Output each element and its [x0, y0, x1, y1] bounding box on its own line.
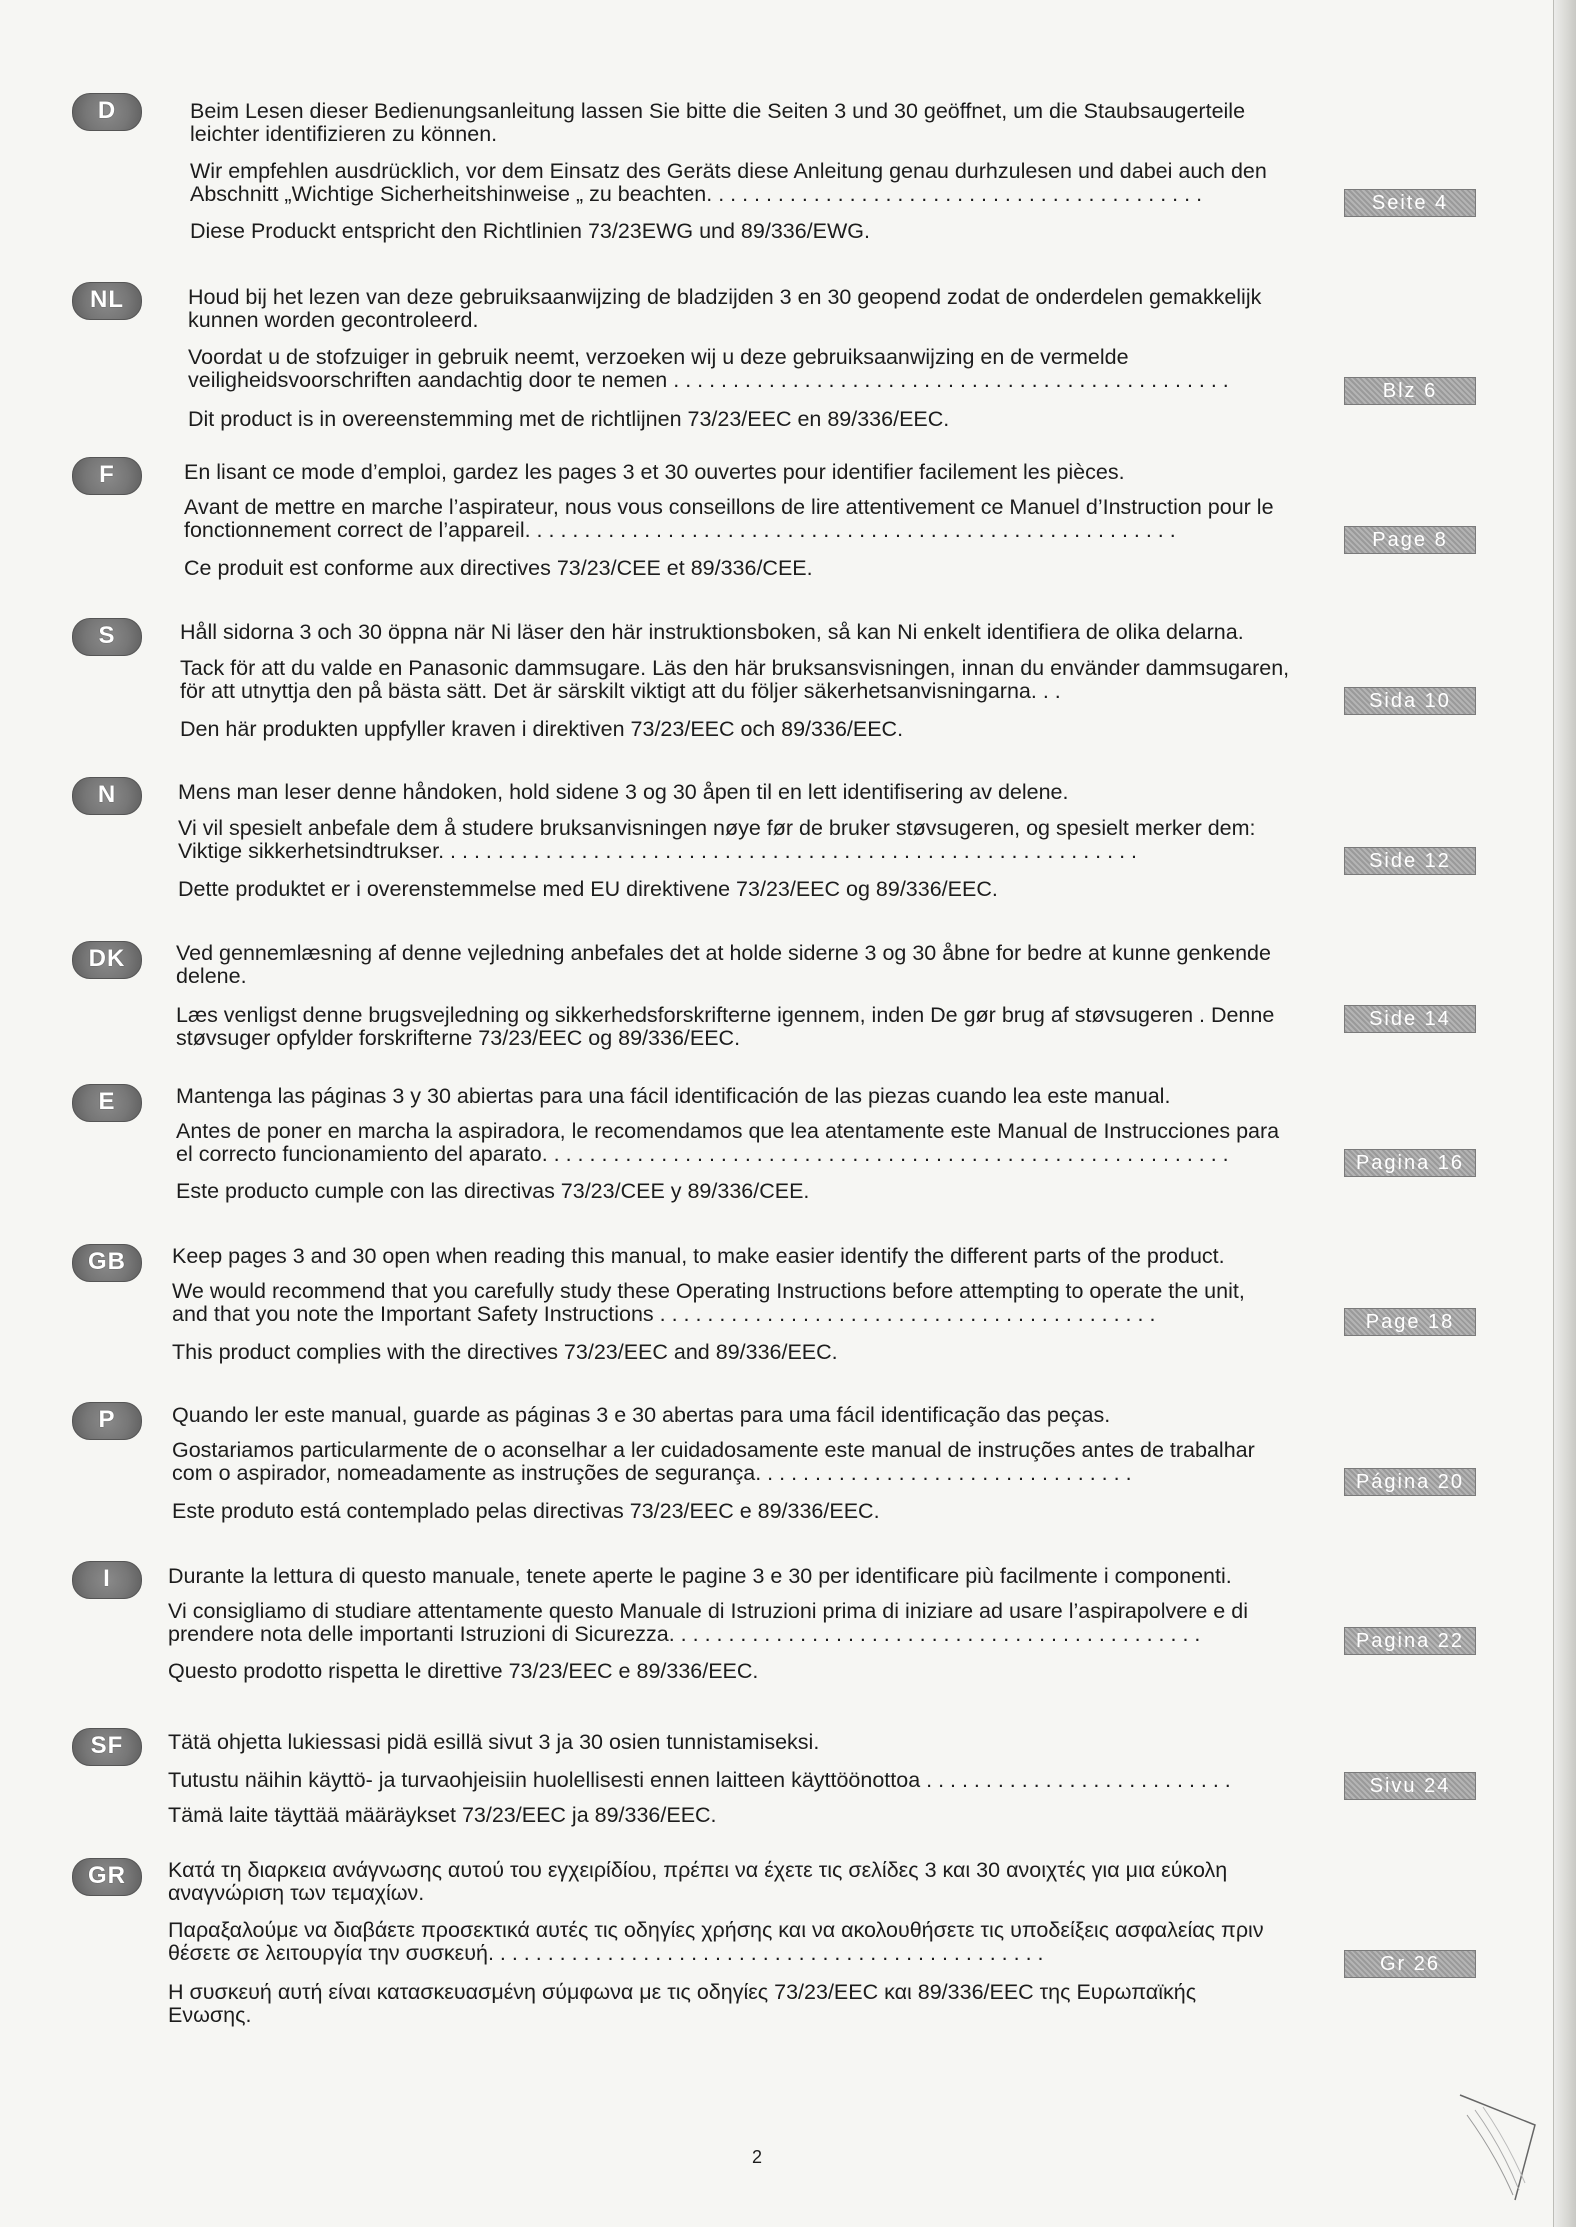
page-reference-tab: Seite 4	[1344, 189, 1476, 217]
intro-paragraph: Ved gennemlæsning af denne vejledning anbefales det at holde siderne 3 og 30 åbne for bedre at kunne genkende delene.	[176, 941, 1271, 988]
compliance-paragraph: Dette produktet er i overenstemmelse med EU direktivene 73/23/EEC og 89/336/EEC.	[178, 877, 998, 901]
page-reference-tab: Gr 26	[1344, 1950, 1476, 1978]
page-reference-tab: Pagina 16	[1344, 1149, 1476, 1177]
language-badge: GB	[72, 1244, 142, 1282]
compliance-paragraph: Den här produkten uppfyller kraven i direktiven 73/23/EEC och 89/336/EEC.	[180, 717, 904, 741]
compliance-paragraph: Η συσκευή αυτή είναι κατασκευασμένη σύμφωνα με τις οδηγίες 73/23/EEC και 89/336/EEC της Ευρωπαϊκής Ενωσης.	[168, 1980, 1197, 2027]
language-badge: SF	[72, 1728, 142, 1766]
page-reference-tab: Page 8	[1344, 526, 1476, 554]
intro-paragraph: Κατά τη διαρκεια ανάγνωσης αυτού του εγχειρίδίου, πρέπει να έχετε τις σελίδες 3 και 30 ανοιχτές για μια εύκολη αναγνώριση των τεμαχίων.	[168, 1858, 1228, 1905]
instructions-paragraph: Gostariamos particularmente de o aconselhar a ler cuidadosamente este manual de instruções antes de trabalhar com o aspirador, nomeadamente as instruções de segurança. . . . . . . . . . . . . . . . . . . . . . . . . . . . . . . .	[172, 1438, 1255, 1485]
language-badge: N	[72, 777, 142, 815]
intro-paragraph: Tätä ohjetta lukiessasi pidä esillä sivut 3 ja 30 osien tunnistamiseksi.	[168, 1730, 820, 1754]
intro-paragraph: Håll sidorna 3 och 30 öppna när Ni läser den här instruktionsboken, så kan Ni enkelt identifiera de olika delarna.	[180, 620, 1244, 644]
page-corner-curl-icon	[1455, 2085, 1545, 2205]
compliance-paragraph: Diese Produckt entspricht den Richtlinien 73/23EWG und 89/336/EWG.	[190, 219, 870, 243]
language-badge: F	[72, 457, 142, 495]
instructions-paragraph: Tutustu näihin käyttö- ja turvaohjeisiin huolellisesti ennen laitteen käyttöönottoa . . . . . . . . . . . . . . . . . . . . . . . . . .	[168, 1768, 1231, 1792]
intro-paragraph: Mens man leser denne håndoken, hold sidene 3 og 30 åpen til en lett identifisering av delene.	[178, 780, 1069, 804]
page-reference-tab: Side 12	[1344, 847, 1476, 875]
intro-paragraph: Mantenga las páginas 3 y 30 abiertas para una fácil identificación de las piezas cuando lea este manual.	[176, 1084, 1171, 1108]
page-reference-tab: Página 20	[1344, 1468, 1476, 1496]
intro-paragraph: Houd bij het lezen van deze gebruiksaanwijzing de bladzijden 3 en 30 geopend zodat de onderdelen gemakkelijk kunnen worden gecontroleerd.	[188, 285, 1262, 332]
intro-paragraph: Beim Lesen dieser Bedienungsanleitung lassen Sie bitte die Seiten 3 und 30 geöffnet, um die Staubsaugerteile leichter identifizieren zu können.	[190, 99, 1246, 146]
instructions-paragraph: Voordat u de stofzuiger in gebruik neemt, verzoeken wij u deze gebruiksaanwijzing en de vermelde veiligheidsvoorschriften aandachtig door te nemen . . . . . . . . . . . . . . . . . . . . . . . . . . . . . . . . . . . . . . . . . . . . . . .	[188, 345, 1229, 392]
language-badge: P	[72, 1402, 142, 1440]
compliance-paragraph: Este producto cumple con las directivas 73/23/CEE y 89/336/CEE.	[176, 1179, 810, 1203]
language-badge: I	[72, 1561, 142, 1599]
instructions-paragraph: We would recommend that you carefully study these Operating Instructions before attempting to operate the unit, and that you note the Important Safety Instructions . . . . . . . . . . . . . . . . . . . . . . . . . . . . . . . . . . . . . . . . . .	[172, 1279, 1245, 1326]
page-number: 2	[752, 2147, 763, 2167]
instructions-paragraph: Antes de poner en marcha la aspiradora, le recomendamos que lea atentamente este Manual de Instrucciones para el correcto funcionamiento del aparato. . . . . . . . . . . . . . . . . . . . . . . . . . . . . . . . . . . . . . . . . . . . . . . . . . . . . . . . . .	[176, 1119, 1280, 1166]
instructions-paragraph: Avant de mettre en marche l’aspirateur, nous vous conseillons de lire attentivement ce Manuel d’Instruction pour le fonctionnement correct de l’appareil. . . . . . . . . . . . . . . . . . . . . . . . . . . . . . . . . . . . . . . . . . . . . . . . . . . . . . .	[184, 495, 1274, 542]
compliance-paragraph: Questo prodotto rispetta le direttive 73/23/EEC e 89/336/EEC.	[168, 1659, 759, 1683]
page-reference-tab: Pagina 22	[1344, 1627, 1476, 1655]
instructions-paragraph: Vi consigliamo di studiare attentamente questo Manuale di Istruzioni prima di iniziare ad usare l’aspirapolvere e di prendere nota delle importanti Istruzioni di Sicurezza. . . . . . . . . . . . . . . . . . . . . . . . . . . . . . . . . . . . . . . . . . . . .	[168, 1599, 1248, 1646]
page-reference-tab: Sivu 24	[1344, 1772, 1476, 1800]
language-badge: DK	[72, 941, 142, 979]
compliance-paragraph: Tämä laite täyttää määräykset 73/23/EEC ja 89/336/EEC.	[168, 1803, 717, 1827]
language-badge: D	[72, 93, 142, 131]
instructions-paragraph: Wir empfehlen ausdrücklich, vor dem Einsatz des Geräts diese Anleitung genau durhzulesen und dabei auch den Abschnitt „Wichtige Sicherheitshinweise „ zu beachten. . . . . . . . . . . . . . . . . . . . . . . . . . . . . . . . . . . . . . . . . .	[190, 159, 1267, 206]
language-badge: GR	[72, 1858, 142, 1896]
language-badge: S	[72, 618, 142, 656]
instructions-paragraph: Παραξαλούμε να διαβάετε προσεκτικά αυτές τις οδηγίες χρήσης και να ακολουθήσετε τις υποδείξεις ασφαλείας πριν θέσετε σε λειτουργία την συσκευή. . . . . . . . . . . . . . . . . . . . . . . . . . . . . . . . . . . . . . . . . . . . . . .	[168, 1918, 1264, 1965]
intro-paragraph: Keep pages 3 and 30 open when reading this manual, to make easier identify the different parts of the product.	[172, 1244, 1225, 1268]
language-badge: E	[72, 1084, 142, 1122]
instructions-paragraph: Vi vil spesielt anbefale dem å studere bruksanvisningen nøye før de bruker støvsugeren, og spesielt merker dem: Viktige sikkerhetsindtrukser. . . . . . . . . . . . . . . . . . . . . . . . . . . . . . . . . . . . . . . . . . . . . . . . . . . . . . . . . . .	[178, 816, 1256, 863]
compliance-paragraph: Este produto está contemplado pelas directivas 73/23/EEC e 89/336/EEC.	[172, 1499, 880, 1523]
page-reference-tab: Page 18	[1344, 1308, 1476, 1336]
page-edge-shadow	[1553, 0, 1576, 2227]
intro-paragraph: Quando ler este manual, guarde as páginas 3 e 30 abertas para uma fácil identificação das peças.	[172, 1403, 1111, 1427]
compliance-paragraph: Dit product is in overeenstemming met de richtlijnen 73/23/EEC en 89/336/EEC.	[188, 407, 950, 431]
instructions-paragraph: Tack för att du valde en Panasonic dammsugare. Läs den här bruksansvisningen, innan du envänder dammsugaren, för att utnyttja den på bästa sätt. Det är särskilt viktigt att du följer säkerhetsanvisningarna. . .	[180, 656, 1290, 703]
compliance-paragraph: This product complies with the directives 73/23/EEC and 89/336/EEC.	[172, 1340, 838, 1364]
instructions-paragraph: Læs venligst denne brugsvejledning og sikkerhedsforskrifterne igennem, inden De gør brug af støvsugeren . Denne støvsuger opfylder forskrifterne 73/23/EEC og 89/336/EEC.	[176, 1003, 1275, 1050]
language-badge: NL	[72, 282, 142, 320]
page-reference-tab: Side 14	[1344, 1005, 1476, 1033]
intro-paragraph: En lisant ce mode d’emploi, gardez les pages 3 et 30 ouvertes pour identifier facilement les pièces.	[184, 460, 1125, 484]
compliance-paragraph: Ce produit est conforme aux directives 73/23/CEE et 89/336/CEE.	[184, 556, 813, 580]
intro-paragraph: Durante la lettura di questo manuale, tenete aperte le pagine 3 e 30 per identificare più facilmente i componenti.	[168, 1564, 1232, 1588]
page-reference-tab: Sida 10	[1344, 687, 1476, 715]
page-reference-tab: Blz 6	[1344, 377, 1476, 405]
